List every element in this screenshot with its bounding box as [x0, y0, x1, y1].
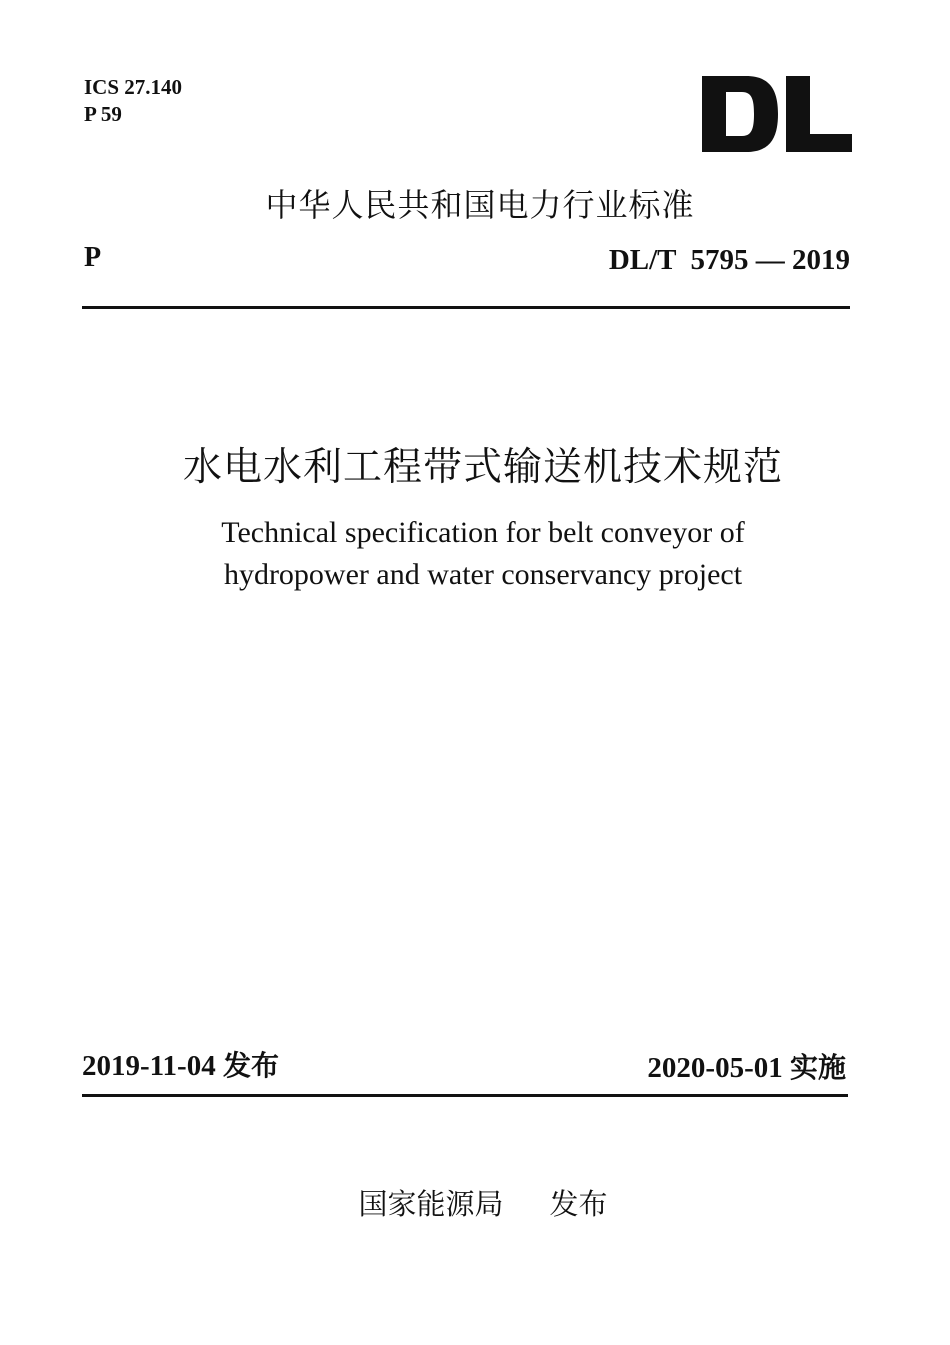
publisher-name: 国家能源局 [358, 1187, 504, 1221]
issue-date: 2019-11-04 [82, 1050, 216, 1082]
title-english-line-2: hydropower and water conservancy project [223, 558, 743, 591]
classification-letter: P [84, 242, 102, 273]
ics-code: ICS 27.140 [84, 75, 183, 99]
top-divider [82, 306, 850, 309]
standard-number: DL/T 5795 — 2019 [608, 244, 850, 276]
effective-label: 实施 [789, 1051, 846, 1084]
issue-date-block [82, 1044, 279, 1084]
effective-date-block [647, 1046, 846, 1086]
effective-date: 2020-05-01 [647, 1052, 783, 1084]
dl-logo-letter-l [786, 76, 852, 152]
dl-logo-letter-d [702, 76, 778, 152]
title-english-line-1: Technical specification for belt conveyor of [221, 516, 745, 549]
issue-label: 发布 [222, 1049, 279, 1082]
publisher [0, 1182, 950, 1223]
classification-codes [84, 74, 182, 128]
title-chinese: 水电水利工程带式输送机技术规范 [182, 445, 783, 490]
title-english [0, 512, 950, 596]
ccs-code: P 59 [84, 102, 122, 126]
dl-logo [700, 76, 852, 152]
agency-title: 中华人民共和国电力行业标准 [265, 186, 695, 224]
bottom-divider [82, 1094, 848, 1097]
publisher-label: 发布 [549, 1187, 608, 1221]
